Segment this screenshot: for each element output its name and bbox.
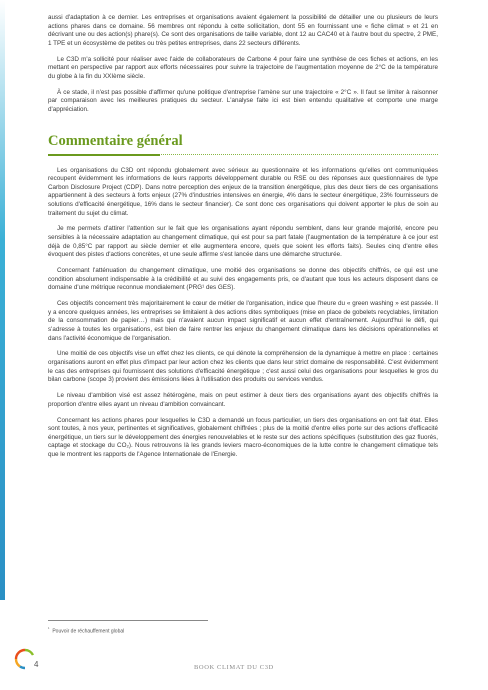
footnote bbox=[48, 626, 124, 635]
footnote-divider bbox=[48, 620, 208, 621]
section-header bbox=[48, 132, 438, 155]
section-title: Commentaire général bbox=[48, 137, 191, 146]
footnote-text: Pouvoir de réchauffement global bbox=[52, 628, 125, 635]
paragraph: Le niveau d'ambition visé est assez hétérogène, mais on peut estimer à deux tiers des organisations ayant des objectifs chiffrés la proportion d'entre elles ayant un niveau d'ambition convaincant. bbox=[48, 392, 438, 408]
paragraph: Je me permets d'attirer l'attention sur le fait que les organisations ayant répondu semblent, dans leur grande majorité, encore peu sensibles à la nécessaire adaptation au changement climatique, qui est pour sa part fatale (l'augmentation de la température à ce jour est déjà de 0,85°C par rapport au siècle dernier et elle augmentera encore, quels que soient les efforts faits). Seules cinq d'entre elles évoquent des pistes d'actions concrètes, et une seule affirme s'est lancée dans une démarche structurée. bbox=[48, 225, 438, 259]
page-content bbox=[48, 14, 438, 467]
footnote-marker: ¹ bbox=[48, 626, 50, 631]
paragraph: Concernant l'atténuation du changement climatique, une moitié des organisations se donne des objectifs chiffrés, ce qui est une condition absolument indispensable à la crédibilité et au suivi des engagements pris, ce d'autant que tous les acteurs disposent dans ce domaine d'une métrique reconnue mondialement (PRG¹ des GES). bbox=[48, 267, 438, 292]
footer-title: BOOK CLIMAT DU C3D bbox=[194, 664, 274, 671]
left-accent-bar bbox=[0, 0, 5, 600]
paragraph: Les organisations du C3D ont répondu globalement avec sérieux au questionnaire et les informations qu'elles ont communiquées recoupent évidemment les informations de leurs rapports développement durable ou RSE ou des réponses aux questionnaires de type Carbon Disclosure Project (CDP). Dans notre perception des enjeux de la transition énergétique, plus des deux tiers de ces organisations appartiennent à des secteurs à forts enjeux (27% d'industries intensives en énergie, 4% dans le secteur énergétique, 23% fournisseurs de solutions d'efficacité énergétique, 16% dans le secteur financier). Ce sont donc ces organisations qui doivent apporter le plus de soin au traitement du sujet du climat. bbox=[48, 166, 438, 217]
paragraph: Concernant les actions phares pour lesquelles le C3D a demandé un focus particulier, un tiers des organisations en ont fait état. Elles sont toutes, à nos yeux, pertinentes et significatives, globalement chiffrées ; plus de la moitié d'entre elles porte sur des actions d'efficacité énergétique, un tiers sur le développement des énergies renouvelables et le reste sur des actions spécifiques (substitution des gaz fluorés, captage et stockage du CO₂). Nous retrouvons là les grands leviers macro-économiques de la lutte contre le changement climatique tels que le montrent les rapports de l'Agence Internationale de l'Energie. bbox=[48, 416, 438, 458]
c3d-logo-icon bbox=[14, 648, 39, 670]
page-number: 4 bbox=[34, 660, 39, 669]
paragraph: aussi d'adaptation à ce dernier. Les entreprises et organisations avaient également la possibilité de détailler une ou plusieurs de leurs actions phares dans ce domaine. 56 membres ont répondu à cette sollicitation, dont 55 en fournissant une « fiche climat » et 21 en décrivant une ou des action(s) phare(s). Ce sont des organisations de taille variable, dont 12 au CAC40 et à l'autre bout du spectre, 2 PME, 1 TPE et un écosystème de petites ou très petites entreprises, dans 22 secteurs différents. bbox=[48, 14, 438, 47]
paragraph: Ces objectifs concernent très majoritairement le cœur de métier de l'organisation, indice que l'heure du « green washing » est passée. Il y a encore quelques années, les entreprises se limitaient à des actions dites symboliques (mise en place de gobelets recyclables, limitation de la consommation de papier…) mais qui n'avaient aucun impact significatif et aucun effet d'entraînement. Aujourd'hui le défi, qui s'adresse à toutes les organisations, est bien de faire rentrer les enjeux du changement climatique dans les décisions opérationnelles et dans l'activité économique de l'organisation. bbox=[48, 300, 438, 342]
paragraph: Une moitié de ces objectifs vise un effet chez les clients, ce qui dénote la compréhension de la dynamique à mettre en place : certaines organisations auront en effet plus d'impact par leur action chez les clients que dans leur strict domaine de responsabilité. C'est évidemment le cas des entreprises qui fournissent des solutions d'efficacité énergétique ; c'est aussi celui des organisations pour lesquelles le gros du bilan carbone (scope 3) provient des émissions liées à l'utilisation des produits ou services vendus. bbox=[48, 350, 438, 384]
section-title-underline bbox=[48, 154, 160, 156]
paragraph: Le C3D m'a sollicité pour réaliser avec l'aide de collaborateurs de Carbone 4 pour faire une synthèse de ces fiches et actions, en les mettant en perspective par rapport aux efforts nécessaires pour suivre la trajectoire de l'augmentation moyenne de 2°C de la température du globe à la fin du XXIème siècle. bbox=[48, 55, 438, 80]
paragraph: À ce stade, il n'est pas possible d'affirmer qu'une politique d'entreprise l'amène sur une trajectoire « 2°C ». Il faut se limiter à raisonner par comparaison avec les meilleures pratiques du secteur. L'analyse faite ici est bien entendu qualitative et comporte une marge d'appréciation. bbox=[48, 88, 438, 113]
